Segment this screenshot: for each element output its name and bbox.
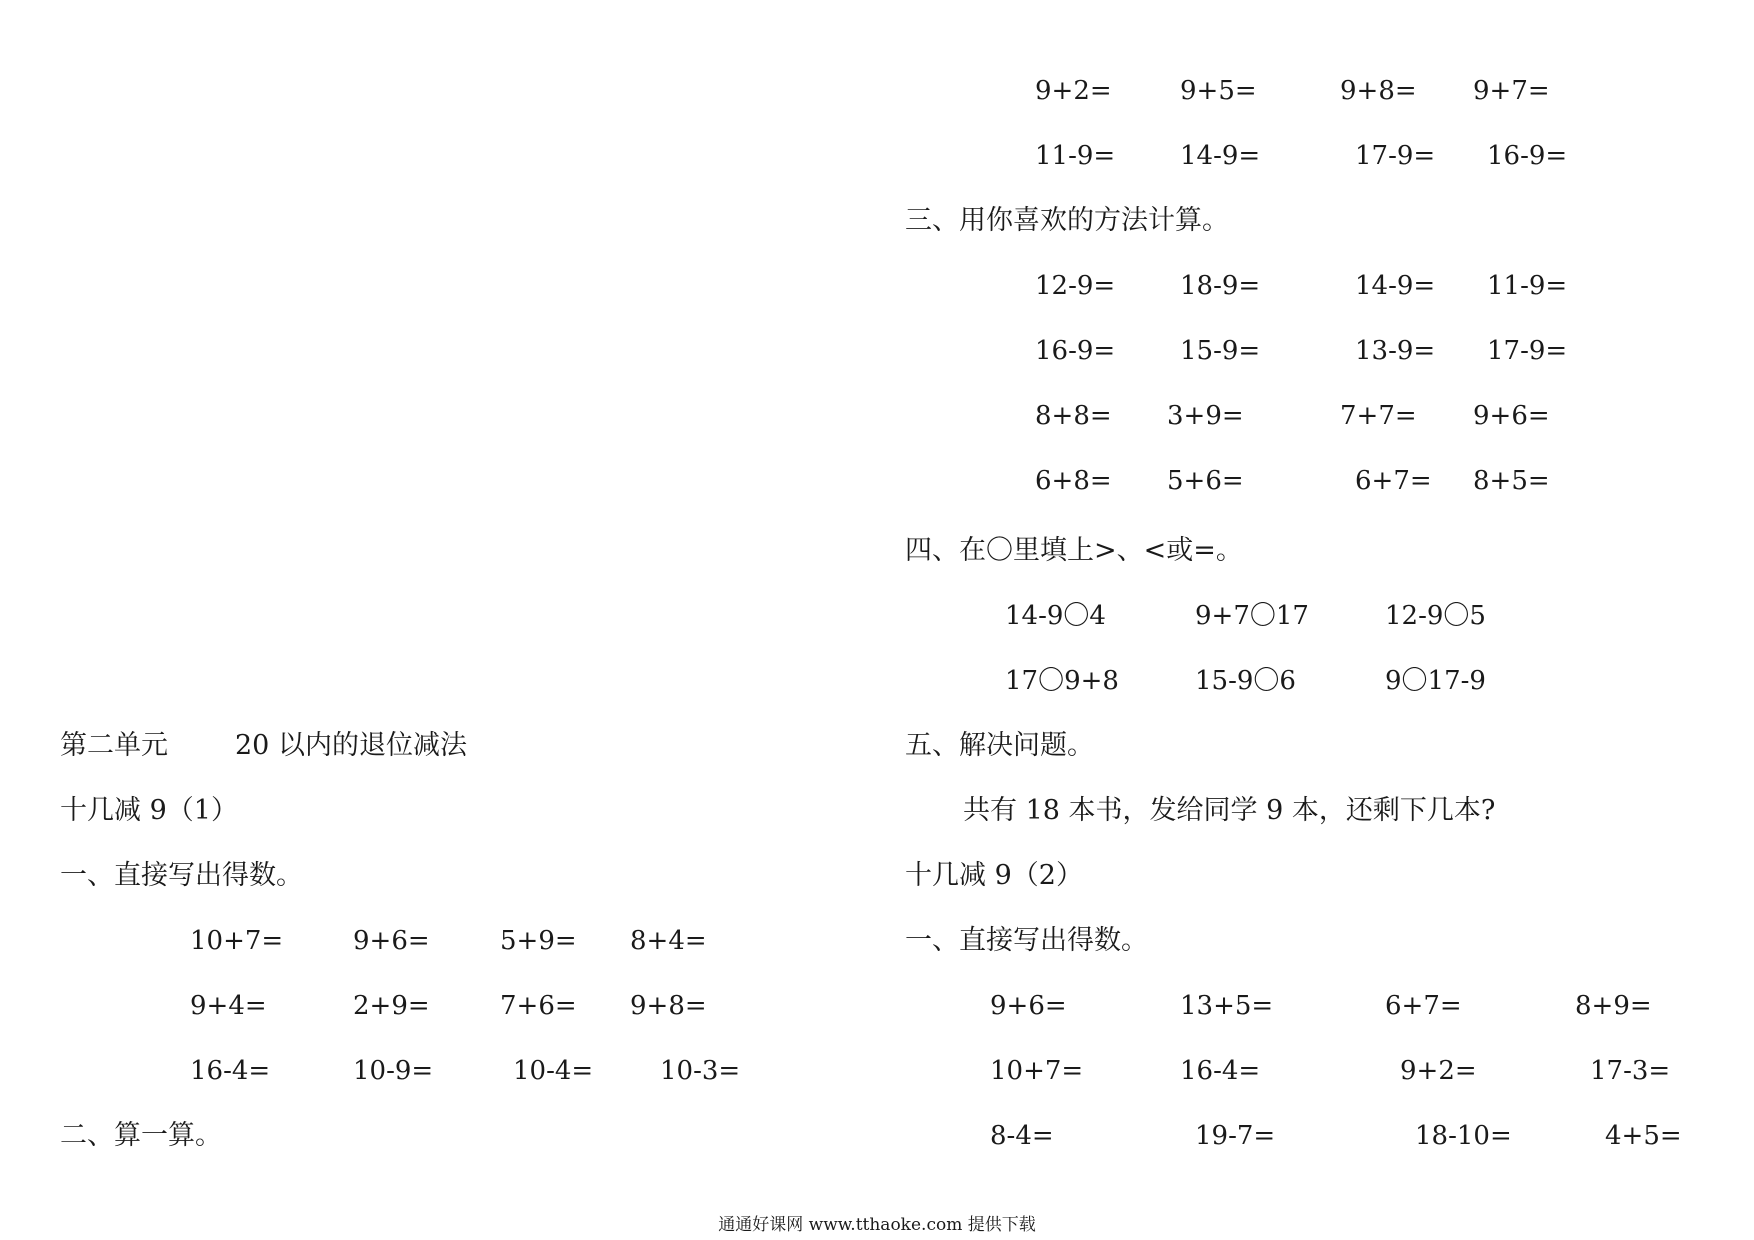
section-heading: 三、用你喜欢的方法计算。 [905, 205, 1229, 236]
lesson-title: 十几减 9（1） [60, 795, 238, 826]
equation: 17-9= [1487, 336, 1568, 366]
equation: 18-10= [1415, 1121, 1512, 1151]
equation: 8+5= [1473, 466, 1550, 496]
equation: 2+9= [353, 991, 430, 1021]
equation: 9+2= [1035, 76, 1112, 106]
equation: 17-9= [1355, 141, 1436, 171]
equation: 6+7= [1385, 991, 1462, 1021]
equation: 8-4= [990, 1121, 1054, 1151]
equation: 10-9= [353, 1056, 434, 1086]
equation: 11-9= [1035, 141, 1116, 171]
comparison: 15-9〇6 [1195, 666, 1296, 696]
equation: 9+6= [990, 991, 1067, 1021]
equation: 7+7= [1340, 401, 1417, 431]
equation: 16-4= [1180, 1056, 1261, 1086]
equation: 19-7= [1195, 1121, 1276, 1151]
footer-credit: 通通好课网 www.tthaoke.com 提供下载 [718, 1215, 1036, 1235]
equation: 9+5= [1180, 76, 1257, 106]
equation: 8+4= [630, 926, 707, 956]
section-heading: 二、算一算。 [60, 1120, 222, 1151]
comparison: 9〇17-9 [1385, 666, 1486, 696]
equation: 9+6= [353, 926, 430, 956]
section-heading: 一、直接写出得数。 [905, 925, 1148, 956]
equation: 11-9= [1487, 271, 1568, 301]
equation: 13+5= [1180, 991, 1274, 1021]
equation: 16-4= [190, 1056, 271, 1086]
comparison: 17〇9+8 [1005, 666, 1119, 696]
equation: 12-9= [1035, 271, 1116, 301]
equation: 6+8= [1035, 466, 1112, 496]
equation: 15-9= [1180, 336, 1261, 366]
equation: 9+2= [1400, 1056, 1477, 1086]
word-problem: 共有 18 本书，发给同学 9 本，还剩下几本? [963, 795, 1496, 826]
equation: 4+5= [1605, 1121, 1682, 1151]
equation: 9+6= [1473, 401, 1550, 431]
equation: 16-9= [1487, 141, 1568, 171]
lesson-title: 十几减 9（2） [905, 860, 1083, 891]
equation: 9+8= [630, 991, 707, 1021]
equation: 16-9= [1035, 336, 1116, 366]
equation: 9+4= [190, 991, 267, 1021]
equation: 5+9= [500, 926, 577, 956]
equation: 8+8= [1035, 401, 1112, 431]
equation: 10-3= [660, 1056, 741, 1086]
unit-title: 第二单元 [60, 730, 168, 761]
equation: 10+7= [190, 926, 284, 956]
equation: 14-9= [1355, 271, 1436, 301]
equation: 17-3= [1590, 1056, 1671, 1086]
equation: 8+9= [1575, 991, 1652, 1021]
equation: 14-9= [1180, 141, 1261, 171]
equation: 7+6= [500, 991, 577, 1021]
comparison: 14-9〇4 [1005, 601, 1106, 631]
section-heading: 五、解决问题。 [905, 730, 1094, 761]
section-heading: 一、直接写出得数。 [60, 860, 303, 891]
comparison: 9+7〇17 [1195, 601, 1309, 631]
section-heading: 四、在〇里填上>、<或=。 [905, 535, 1243, 566]
equation: 18-9= [1180, 271, 1261, 301]
equation: 9+8= [1340, 76, 1417, 106]
equation: 3+9= [1167, 401, 1244, 431]
unit-subtitle: 20 以内的退位减法 [235, 730, 467, 761]
comparison: 12-9〇5 [1385, 601, 1486, 631]
equation: 9+7= [1473, 76, 1550, 106]
equation: 10+7= [990, 1056, 1084, 1086]
equation: 6+7= [1355, 466, 1432, 496]
equation: 5+6= [1167, 466, 1244, 496]
equation: 10-4= [513, 1056, 594, 1086]
equation: 13-9= [1355, 336, 1436, 366]
